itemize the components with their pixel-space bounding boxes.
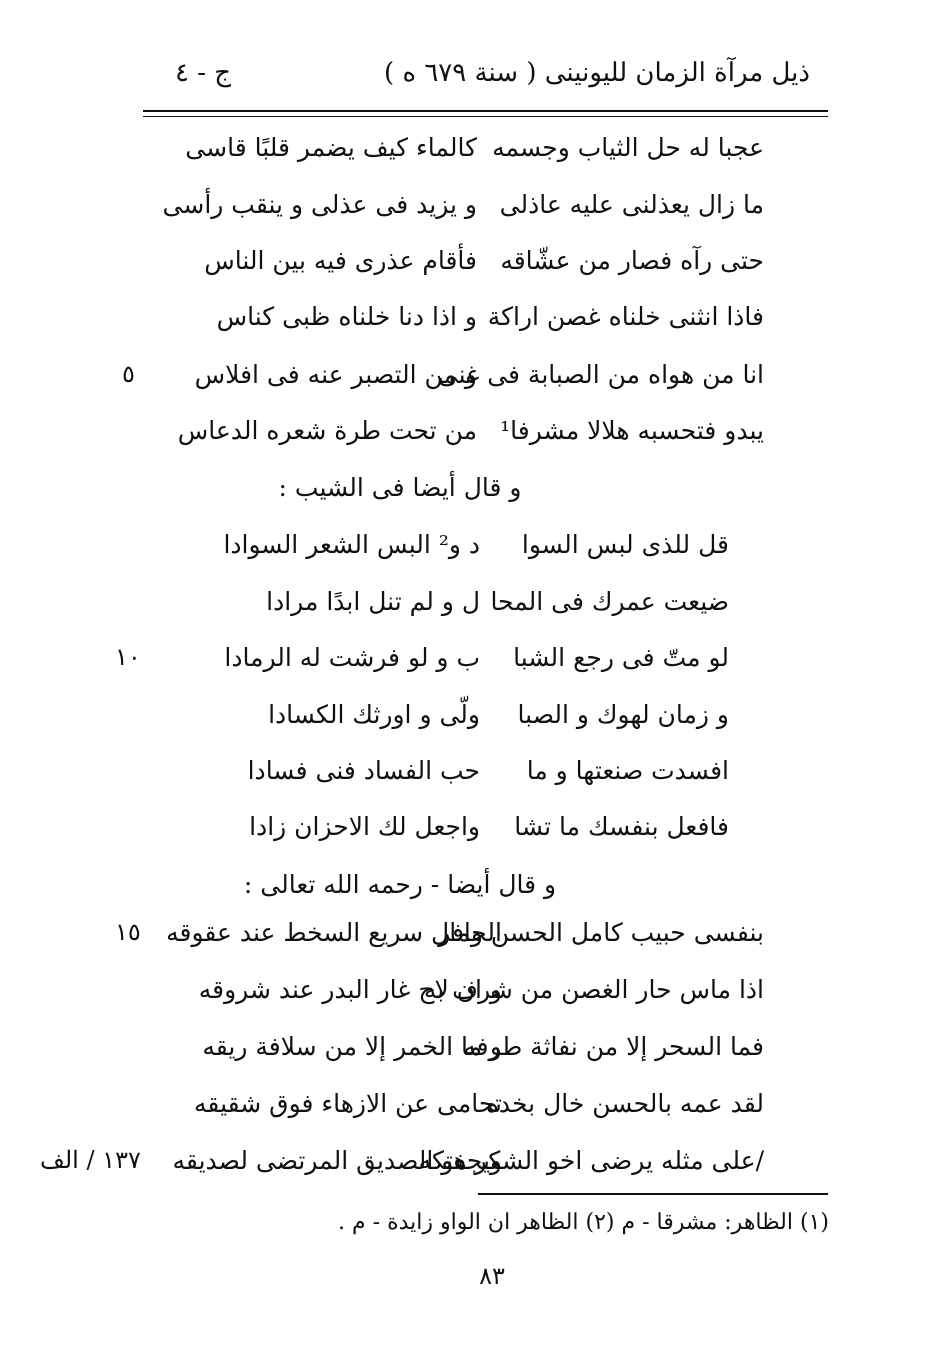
verse-11-right: افسدت صنعتها و ما (526, 756, 729, 785)
page-number: ٨٣ (479, 1262, 505, 1290)
verse-10-right: و زمان لهوك و الصبا (517, 700, 729, 729)
verse-1-left: كالماء كيف يضمر قلبًا قاسى (185, 133, 477, 162)
verse-12-left: واجعل لك الاحزان زادا (249, 812, 480, 841)
verse-17-right: /على مثله يرضى اخو الشكر هتكه (418, 1146, 764, 1175)
header-title: ذيل مرآة الزمان لليونينى ( سنة ٦٧٩ ه ) (384, 58, 810, 88)
verse-16-right: لقد عمه بالحسن خال بخده (485, 1089, 764, 1118)
margin-folio-reference: ١٣٧ / الف (40, 1146, 141, 1174)
verse-14-left: و ان لاح غار البدر عند شروقه (198, 975, 502, 1004)
verse-4-left: و اذا دنا خلناه ظبى كناس (216, 302, 477, 331)
line-number-5: ٥ (122, 360, 135, 388)
line-number-10: ١٠ (115, 643, 141, 671)
verse-7-right: قل للذى لبس السوا (521, 530, 729, 559)
footnotes: (١) الظاهر: مشرقا - م (٢) الظاهر ان الواو زايدة - م . (338, 1210, 829, 1235)
verse-17-left: ويجفو الصديق المرتضى لصديقه (172, 1146, 502, 1175)
verse-13-right: بنفسى حبيب كامل الحسن وافر (438, 918, 764, 947)
verse-10-left: ولّى و اورثك الكسادا (268, 700, 480, 729)
verse-15-left: و ما الخمر إلا من سلافة ريقه (202, 1032, 502, 1061)
verse-8-right: ضيعت عمرك فى المحا (490, 587, 729, 616)
verse-12-right: فافعل بنفسك ما تشا (514, 812, 729, 841)
verse-2-right: ما زال يعذلنى عليه عاذلى (499, 190, 764, 219)
verse-5-left: و من التصبر عنه فى افلاس (194, 360, 477, 389)
verse-2-left: و يزيد فى عذلى و ينقب رأسى (162, 190, 477, 219)
header-rule-thin (143, 116, 828, 117)
verse-9-left: ب و لو فرشت له الرمادا (224, 643, 480, 672)
verse-3-left: فأقام عذرى فيه بين الناس (204, 246, 477, 275)
verse-14-right: اذا ماس حار الغصن من شرف به (423, 975, 764, 1004)
line-number-15: ١٥ (115, 918, 141, 946)
intro-rahimahu: و قال أيضا - رحمه الله تعالى : (243, 870, 557, 899)
verse-6-left: من تحت طرة شعره الدعاس (177, 416, 477, 445)
verse-1-right: عجبا له حل الثياب وجسمه (492, 133, 764, 162)
verse-11-left: حب الفساد فنى فسادا (247, 756, 480, 785)
verse-9-right: لو متّ فى رجع الشبا (513, 643, 729, 672)
verse-7-left: د و² البس الشعر السوادا (223, 530, 480, 559)
verse-5-right: انا من هواه من الصبابة فى غنى (437, 360, 764, 389)
verse-13-left: الجمال سريع السخط عند عقوقه (166, 918, 502, 947)
verse-3-right: حتى رآه فصار من عشّاقه (500, 246, 764, 275)
verse-6-right: يبدو فتحسبه هلالا مشرفا¹ (500, 416, 764, 445)
intro-shayb: و قال أيضا فى الشيب : (278, 473, 522, 502)
header-rule (143, 110, 828, 112)
verse-16-left: تحامى عن الازهاء فوق شقيقه (194, 1089, 502, 1118)
verse-4-right: فاذا انثنى خلناه غصن اراكة (487, 302, 764, 331)
running-header (140, 58, 830, 98)
footnote-rule (478, 1193, 828, 1195)
header-volume: ج - ٤ (175, 58, 232, 88)
verse-15-right: فما السحر إلا من نفاثة طرفه (463, 1032, 764, 1061)
verse-8-left: ل و لم تنل ابدًا مرادا (266, 587, 480, 616)
